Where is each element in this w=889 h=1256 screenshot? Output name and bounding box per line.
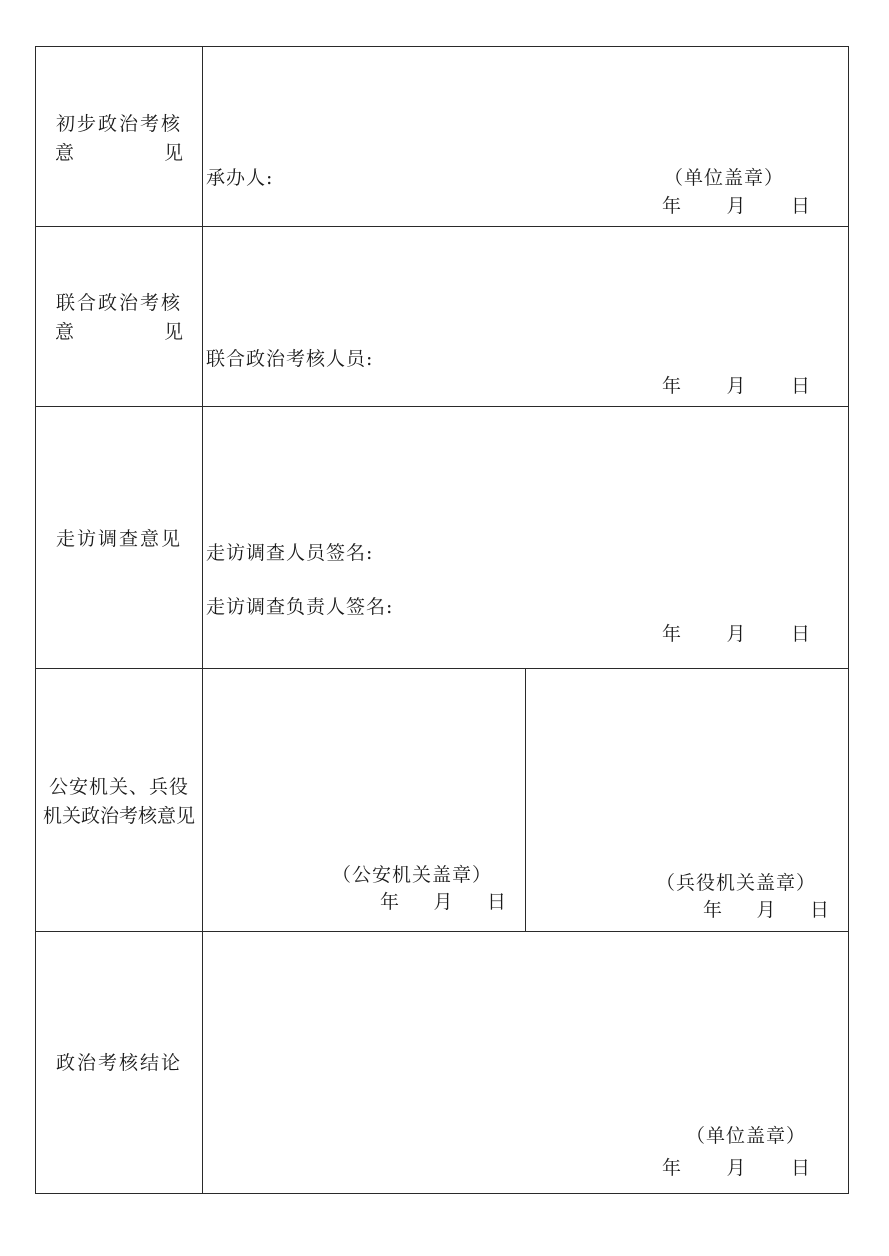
row5-date-day: 日 [790, 1157, 810, 1179]
row1-label-char-left: 意 [55, 142, 75, 164]
row1-seal-text: （单位盖章） [664, 167, 785, 189]
row4-split-divider [525, 668, 526, 931]
row5-date-month: 月 [726, 1157, 746, 1179]
row3-date-day: 日 [790, 623, 810, 645]
row4-label-line2: 机关政治考核意见 [42, 805, 195, 827]
row4-military-seal-text: （兵役机关盖章） [656, 872, 817, 894]
row5-label-text: 政治考核结论 [55, 1052, 182, 1074]
row1-label-line2 [55, 139, 183, 168]
row2-label-line2 [55, 318, 183, 347]
row5-seal-text: （单位盖章） [686, 1125, 807, 1147]
row-divider-1 [36, 226, 848, 227]
row2-date-year: 年 [662, 375, 682, 397]
row2-label-char-left: 意 [55, 321, 75, 343]
row4-military-date-day: 日 [809, 899, 829, 921]
row2-members-field[interactable]: 联合政治考核人员: [206, 348, 374, 370]
row-divider-4 [36, 931, 848, 932]
row3-leader-sign-field[interactable]: 走访调查负责人签名: [206, 596, 394, 618]
row3-date-month: 月 [726, 623, 746, 645]
row2-label-line1: 联合政治考核 [55, 292, 182, 314]
row4-police-date-month: 月 [433, 891, 453, 913]
row1-date-year: 年 [662, 195, 682, 217]
row1-date-month: 月 [726, 195, 746, 217]
row2-label [36, 289, 202, 347]
row2-date-month: 月 [726, 375, 746, 397]
row-divider-3 [36, 668, 848, 669]
row5-label [36, 1049, 202, 1078]
row4-police-date-day: 日 [486, 891, 506, 913]
row3-investigator-sign-field[interactable]: 走访调查人员签名: [206, 542, 374, 564]
row3-label [36, 525, 202, 554]
row4-label [36, 773, 202, 831]
row-divider-2 [36, 406, 848, 407]
row3-date[interactable] [662, 620, 810, 648]
row1-label-char-right: 见 [163, 142, 183, 164]
row4-police-date-year: 年 [380, 891, 400, 913]
row1-label [36, 110, 202, 168]
row4-military-date-year: 年 [703, 899, 723, 921]
row5-date-year: 年 [662, 1157, 682, 1179]
row3-label-text: 走访调查意见 [55, 528, 182, 550]
row2-label-char-right: 见 [163, 321, 183, 343]
political-review-form-table [35, 46, 849, 1194]
row4-police-date[interactable] [380, 888, 506, 916]
row4-military-date[interactable] [703, 896, 829, 924]
row2-date-day: 日 [790, 375, 810, 397]
row1-date-day: 日 [790, 195, 810, 217]
row3-date-year: 年 [662, 623, 682, 645]
row1-label-line1: 初步政治考核 [55, 113, 182, 135]
label-column-divider [202, 47, 203, 1193]
row4-police-seal-text: （公安机关盖章） [332, 864, 493, 886]
row4-military-date-month: 月 [756, 899, 776, 921]
row4-label-line1: 公安机关、兵役 [48, 776, 189, 798]
row1-date[interactable] [662, 192, 810, 220]
row1-handler-field[interactable]: 承办人: [206, 167, 274, 189]
row2-date[interactable] [662, 372, 810, 400]
row5-date[interactable] [662, 1154, 810, 1182]
